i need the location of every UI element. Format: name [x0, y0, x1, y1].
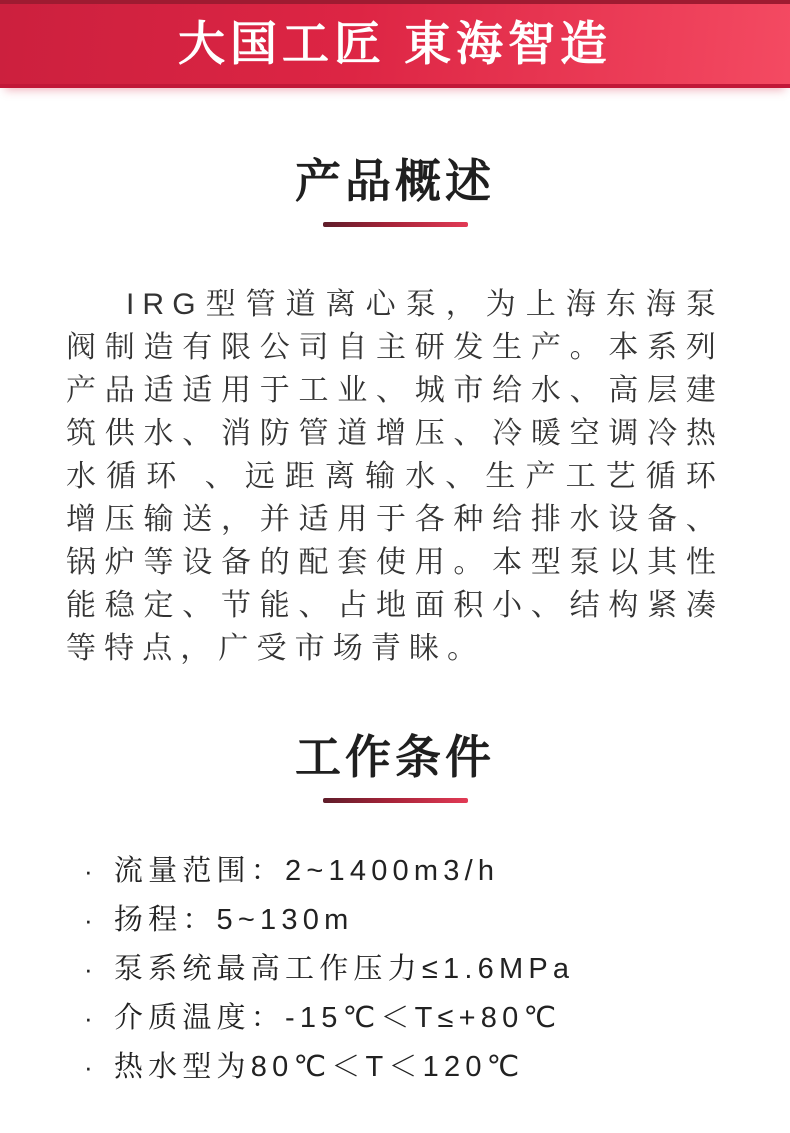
condition-medium-temperature: 介质温度：-15℃＜T≤+80℃ — [113, 1002, 562, 1034]
section-product-overview — [0, 155, 790, 670]
brand-banner-title: 大国工匠 東海智造 — [177, 16, 613, 70]
list-item — [84, 953, 730, 985]
bullet-dot-icon: · — [84, 856, 98, 886]
condition-max-pressure: 泵系统最高工作压力≤1.6MPa — [113, 953, 575, 985]
working-conditions-title: 工作条件 — [295, 731, 495, 783]
list-item — [84, 1002, 730, 1034]
product-overview-title: 产品概述 — [295, 155, 495, 207]
list-item — [84, 855, 730, 887]
bullet-dot-icon: · — [84, 1052, 98, 1082]
section-working-conditions — [0, 731, 790, 1083]
list-item — [84, 1051, 730, 1083]
working-conditions-list — [0, 855, 790, 1083]
bullet-dot-icon: · — [84, 1003, 98, 1033]
condition-head-range: 扬程：5~130m — [113, 904, 354, 936]
bullet-dot-icon: · — [84, 905, 98, 935]
condition-flow-range: 流量范围：2~1400m3/h — [113, 855, 500, 887]
title-underline — [323, 222, 468, 227]
bullet-dot-icon: · — [84, 954, 98, 984]
title-underline — [323, 798, 468, 803]
condition-hot-water-temperature: 热水型为80℃＜T＜120℃ — [113, 1051, 525, 1083]
brand-banner — [0, 0, 790, 88]
list-item — [84, 904, 730, 936]
product-overview-paragraph: IRG型管道离心泵，为上海东海泵阀制造有限公司自主研发生产。本系列产品适适用于工业、城市给水、高层建筑供水、消防管道增压、冷暖空调冷热水循环 、远距离输水、生产工艺循环增压输送，并适用于各种给排水设备、锅炉等设备的配套使用。本型泵以其性能稳定、节能、占地面积小、结构紧凑等特点，广受市场青睐。 — [66, 288, 724, 665]
